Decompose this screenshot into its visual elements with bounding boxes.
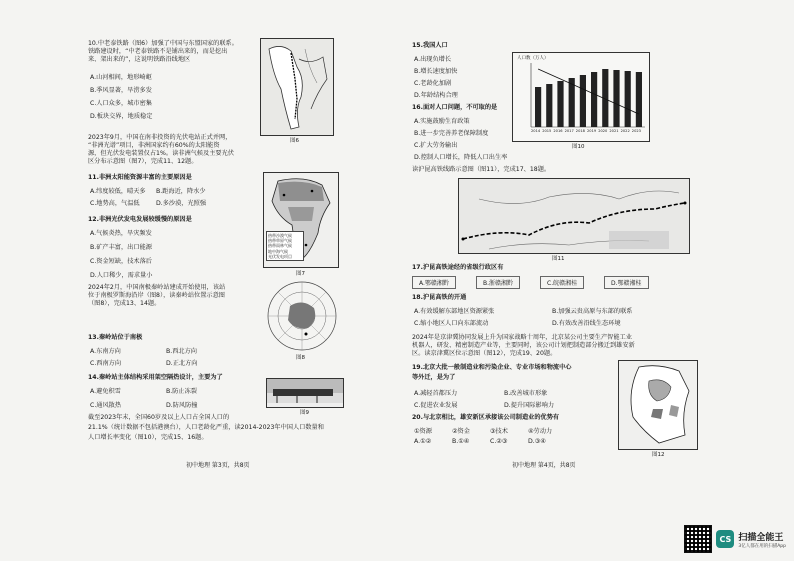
- intro19-line1: 2024年是京津冀协同发展上升为国家战略十周年，北京某公司主要生产智能工业: [412, 334, 632, 341]
- q13-option-c: C.西南方向: [90, 360, 122, 367]
- q17-option-b: B.浙赣湘黔: [476, 276, 520, 289]
- q19-option-b: B.改善城市形象: [504, 390, 548, 397]
- q20-item-1: ①资源: [414, 428, 432, 435]
- fig10-xtick: 2023: [631, 129, 641, 133]
- fig12-caption: 图12: [652, 452, 665, 458]
- q16-option-c: C.扩大劳务输出: [414, 142, 458, 149]
- fig10-growth-line: [538, 69, 639, 114]
- intro11-line1: 2023年9月，中国在南非投资的光伏电站正式并网，: [88, 134, 232, 141]
- fig10-bar: [580, 75, 586, 127]
- q17-stem: 17.沪昆高铁途经的省级行政区有: [412, 264, 504, 271]
- q20-option-d: D.③④: [528, 438, 546, 445]
- q11-stem: 11.非洲太阳能资源丰富的主要原因是: [88, 174, 192, 181]
- q19-option-d: D.提升国际影响力: [504, 402, 555, 409]
- q13-option-b: B.西北方向: [166, 348, 197, 355]
- fig11-railway-drawing: [459, 179, 689, 253]
- left-page: [88, 38, 376, 488]
- q18-option-c: C.缩小地区人口向东部流动: [414, 320, 489, 327]
- q20-option-c: C.②③: [490, 438, 508, 445]
- fig10-xtick: 2015: [542, 129, 552, 133]
- q11-option-d: D.多沙漠，光照强: [156, 200, 207, 207]
- q16-option-d: D.控制人口增长，降低人口出生率: [414, 154, 508, 161]
- fig12-map: [618, 360, 698, 450]
- fig8-polar-map: [266, 280, 338, 352]
- q13-option-a: A.东南方向: [90, 348, 121, 355]
- fig7-legend-item: 热带沙漠气候: [268, 233, 292, 238]
- fig9-caption: 图9: [300, 410, 309, 416]
- fig10-bar: [557, 81, 563, 127]
- fig10-bar: [546, 84, 552, 127]
- fig12-map-drawing: [619, 361, 697, 449]
- intro13-line1: 2024年2月，中国南极秦岭站建成开始使用，该站: [88, 284, 226, 291]
- fig10-xtick: 2019: [587, 129, 597, 133]
- fig8-polar-drawing: [266, 280, 338, 352]
- q17-option-c: C.皖赣湘桂: [540, 276, 584, 289]
- q20-item-4: ④劳动力: [528, 428, 553, 435]
- q17-option-d: D.鄂赣湘桂: [604, 276, 649, 289]
- fig9-photo: [266, 378, 344, 408]
- fig10-bar: [613, 70, 619, 127]
- q15-option-a: A.出现负增长: [414, 56, 452, 63]
- fig10-bar: [636, 72, 642, 127]
- q10-line2: 铁路建设时，“中老泰铁路不是铺出来的，而是挖出: [88, 48, 228, 55]
- intro19-line2: 机器人，研发、精密制造产业等，主要同时，该公司计划把制造部分搬迁到雄安新: [412, 342, 635, 349]
- fig10-bar: [591, 72, 597, 127]
- q13-stem: 13.秦岭站位于南极: [88, 334, 143, 341]
- intro15-line1: 截至2023年末，全国60岁及以上人口占全国人口的: [88, 414, 230, 421]
- q12-option-b: B.矿产丰富，出口能源: [90, 244, 152, 251]
- q11-option-c: C.地势高，气温低: [90, 200, 140, 207]
- fig11-caption: 图11: [552, 256, 565, 262]
- intro19-line3: 区。读京津冀区位示意图（图12），完成19、20题。: [412, 350, 557, 357]
- fig10-ylabel: 人口数（万人）: [517, 56, 549, 61]
- intro15-line2: 21.1%（统计数据不包括港澳台），人口老龄化严重，读2014-2023年中国人口数量和: [88, 424, 324, 431]
- q20-item-3: ③技术: [490, 428, 508, 435]
- fig10-bar: [535, 87, 541, 127]
- right-page-footer: 初中地理 第4页，共8页: [512, 462, 576, 469]
- fig10-plot: [513, 53, 649, 141]
- q10-line3: 来、架出来的”，这说明铁路沿线地区: [88, 56, 191, 63]
- intro-17-18: 读沪昆高铁线路示意图（图11），完成17、18题。: [412, 166, 551, 173]
- watermark-subtitle: 3亿人都在用的扫描App: [738, 543, 786, 549]
- q19-stem-cont: 等外迁，是为了: [412, 374, 456, 381]
- q12-stem: 12.非洲光伏发电发展较缓慢的原因是: [88, 216, 192, 223]
- q18-option-b: B.加强云贵高原与东部的联系: [552, 308, 633, 315]
- q15-option-b: B.增长速度加快: [414, 68, 458, 75]
- fig10-xtick: 2017: [564, 129, 574, 133]
- q14-option-c: C.通风散热: [90, 402, 122, 409]
- q11-option-b: B.距海近，降水少: [156, 188, 206, 195]
- q20-option-b: B.①④: [452, 438, 470, 445]
- q10-option-b: B.季风显著，旱涝多发: [90, 87, 152, 94]
- fig6-caption: 图6: [290, 138, 299, 144]
- fig6-map-drawing: [261, 39, 333, 135]
- fig10-caption: 图10: [572, 144, 585, 150]
- q14-option-a: A.避免积雪: [90, 388, 121, 395]
- intro11-line2: “非洲光谱”项目，非洲国家约有60%的太阳能资: [88, 142, 220, 149]
- q20-item-2: ②资金: [452, 428, 470, 435]
- q17-option-a: A.鄂赣湘黔: [412, 276, 456, 289]
- q18-option-a: A.有效缓解东部地区资源紧张: [414, 308, 495, 315]
- fig10-chart: [512, 52, 650, 142]
- q16-stem: 16.面对人口问题，不可取的是: [412, 104, 498, 111]
- fig9-photo-drawing: [267, 379, 343, 407]
- q20-option-a: A.①②: [414, 438, 432, 445]
- q19-option-c: C.促进农业发展: [414, 402, 458, 409]
- fig10-xtick: 2020: [598, 129, 608, 133]
- q14-option-b: B.防止冻裂: [166, 388, 197, 395]
- q18-option-d: D.有效改善沿线生态环境: [552, 320, 621, 327]
- intro15-line3: 人口增长率变化（图10），完成15、16题。: [88, 434, 208, 441]
- fig10-xtick: 2018: [575, 129, 585, 133]
- q19-stem: 19.北京大批一般制造业和污染企业、专业市场和物流中心: [412, 364, 572, 371]
- fig7-legend-item: 热带草原气候: [268, 238, 292, 244]
- fig7-legend-item: 光伏发电项目: [268, 253, 292, 259]
- q16-option-a: A.实施鼓励生育政策: [414, 118, 470, 125]
- q10-line1: 10.中老泰铁路（图6）加强了中国与东盟国家的联系。: [88, 40, 238, 47]
- fig7-legend-item: 热带雨林气候: [268, 243, 292, 249]
- q12-option-c: C.资金短缺，技术落后: [90, 258, 152, 265]
- fig8-caption: 图8: [296, 355, 305, 361]
- right-page: [412, 38, 712, 488]
- q18-stem: 18.沪昆高铁的开通: [412, 294, 467, 301]
- intro13-line2: 位于南极罗斯海沿岸（图8），读秦岭站位置示意图: [88, 292, 225, 299]
- fig6-map: [260, 38, 334, 136]
- watermark-text: [738, 530, 786, 549]
- q13-option-d: D.正北方向: [166, 360, 198, 367]
- q20-stem: 20.与北京相比，雄安新区承接该公司制造业的优势有: [412, 414, 560, 421]
- left-page-footer: 初中地理 第3页，共8页: [186, 462, 250, 469]
- q15-option-c: C.老龄化加剧: [414, 80, 452, 87]
- q12-option-d: D.人口稀少，需求量小: [90, 272, 153, 279]
- watermark-title: 扫描全能王: [738, 532, 784, 543]
- fig10-xtick: 2021: [609, 129, 619, 133]
- fig7-map: [263, 172, 339, 268]
- q15-stem: 15.我国人口: [412, 42, 448, 49]
- fig10-xtick: 2014: [531, 129, 541, 133]
- fig10-xtick: 2022: [620, 129, 630, 133]
- q16-option-b: B.进一步完善养老保障制度: [414, 130, 489, 137]
- q19-option-a: A.减轻首都压力: [414, 390, 458, 397]
- intro11-line4: 区分布示意图（图7），完成11、12题。: [88, 158, 198, 165]
- q14-option-d: D.防风防撞: [166, 402, 198, 409]
- fig7-caption: 图7: [296, 271, 305, 277]
- fig10-xaxis: [531, 129, 645, 137]
- intro13-line3: （图8），完成13、14题。: [88, 300, 161, 307]
- fig10-bar: [625, 71, 631, 127]
- q10-option-c: C.人口众多，城市密集: [90, 100, 152, 107]
- fig10-xtick: 2016: [553, 129, 563, 133]
- intro11-line3: 源，但光伏发电装置仅占1%。读非洲气候及主要光伏: [88, 150, 234, 157]
- q10-option-a: A.山河相间，地形崎岖: [90, 74, 152, 81]
- q14-stem: 14.秦岭站主体结构采用架空隔热设计，主要为了: [88, 374, 223, 381]
- camscanner-logo-icon: CS: [716, 530, 734, 548]
- q15-option-d: D.年龄结构合理: [414, 92, 458, 99]
- fig7-legend: [266, 231, 304, 261]
- fig11-railway-map: [458, 178, 690, 254]
- qr-code-icon: [684, 525, 712, 553]
- q10-option-d: D.板块交界，地质稳定: [90, 113, 153, 120]
- scanner-watermark: [684, 525, 786, 553]
- q12-option-a: A.气候炎热，旱灾频发: [90, 230, 152, 237]
- fig7-legend-item: 地中海气候: [268, 248, 288, 254]
- q11-option-a: A.纬度较低，晴天多: [90, 188, 146, 195]
